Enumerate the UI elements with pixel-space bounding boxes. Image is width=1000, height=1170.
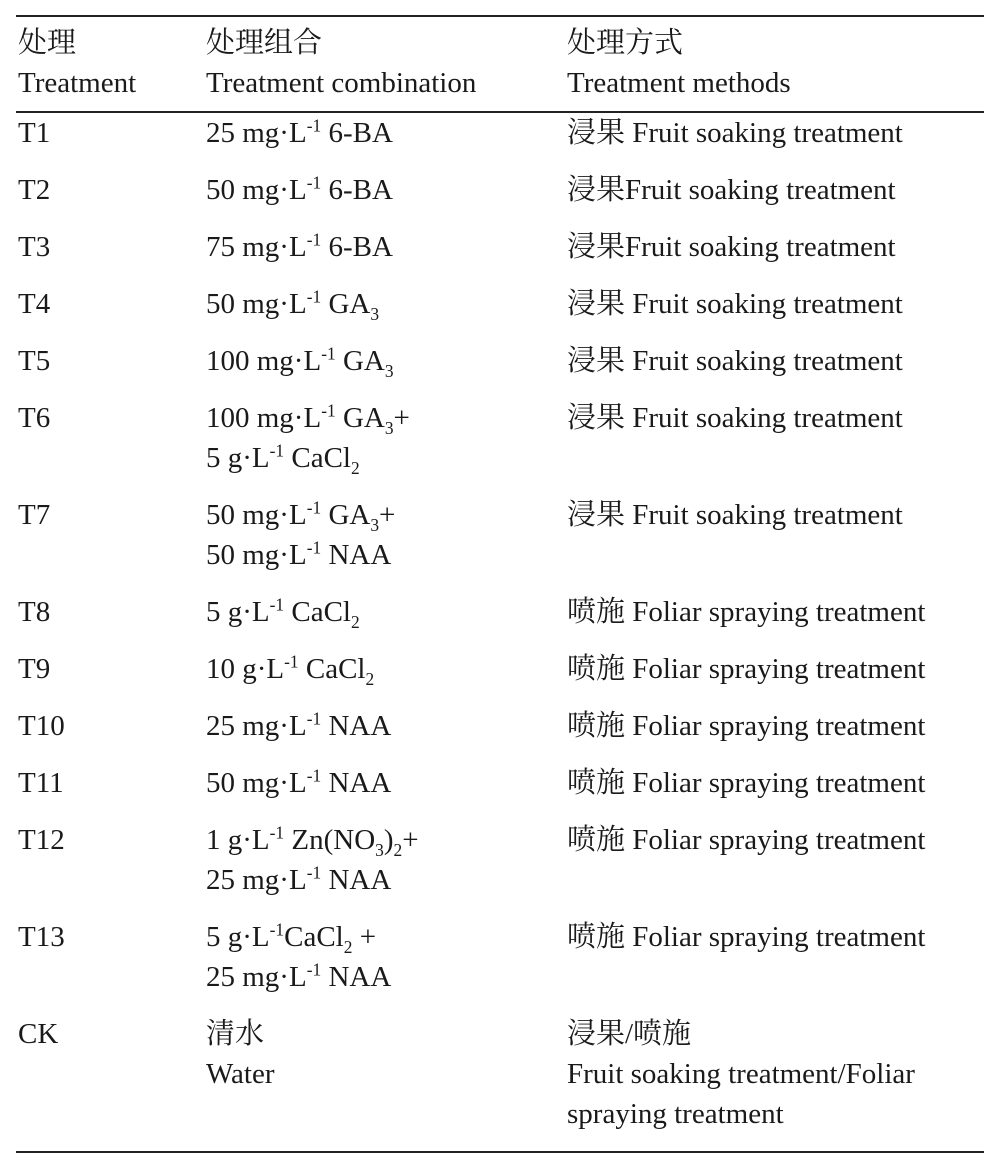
cell-treatment-method — [567, 227, 984, 284]
cell-treatment-id: T7 — [18, 499, 51, 531]
method-line: 喷施 Foliar spraying treatment — [567, 596, 926, 628]
header-method-en: Treatment methods — [567, 67, 791, 99]
cell-treatment-combination — [206, 820, 567, 917]
text-run: 50 mg·L — [206, 539, 307, 571]
cell-treatment-id: T9 — [18, 653, 51, 685]
method-line: spraying treatment — [567, 1098, 784, 1130]
superscript: -1 — [269, 594, 285, 615]
cell-treatment-combination — [206, 284, 567, 341]
cell-treatment-combination — [206, 592, 567, 649]
subscript: 2 — [351, 457, 360, 478]
method-line: 喷施 Foliar spraying treatment — [567, 767, 926, 799]
table-row — [18, 820, 984, 917]
cell-treatment-combination — [206, 763, 567, 820]
combination-line — [206, 113, 567, 153]
subscript: 2 — [365, 668, 375, 689]
table-row — [18, 103, 984, 170]
cell-treatment-id: T12 — [18, 824, 65, 856]
text-run: 5 g·L — [206, 921, 270, 953]
text-run: GA — [335, 345, 385, 377]
text-run: CaCl — [284, 442, 351, 474]
cell-treatment-method — [567, 495, 984, 592]
text-run: CaCl — [284, 921, 344, 953]
cell-treatment-combination — [206, 103, 567, 170]
method-line: 浸果 Fruit soaking treatment — [567, 288, 903, 320]
method-line: 浸果 Fruit soaking treatment — [567, 499, 903, 531]
table-row — [18, 1014, 984, 1134]
subscript: 3 — [384, 360, 394, 381]
combination-line — [206, 917, 567, 957]
cell-treatment-combination — [206, 1014, 567, 1134]
combination-line — [206, 495, 567, 535]
text-run: CaCl — [284, 596, 351, 628]
cell-treatment-id: T8 — [18, 596, 51, 628]
text-run: CaCl — [298, 653, 366, 685]
method-line: 喷施 Foliar spraying treatment — [567, 710, 926, 742]
text-run: 6-BA — [321, 231, 393, 263]
text-run: 25 mg·L — [206, 864, 307, 896]
subscript: 2 — [351, 611, 360, 632]
subscript: 3 — [375, 839, 384, 860]
table-row — [18, 649, 984, 706]
combination-line — [206, 592, 567, 632]
table-body — [18, 103, 984, 1134]
cell-treatment-id: T6 — [18, 402, 51, 434]
method-line: 喷施 Foliar spraying treatment — [567, 653, 926, 685]
method-line: 浸果/喷施 — [567, 1018, 692, 1050]
method-line: 浸果 Fruit soaking treatment — [567, 345, 903, 377]
text-run: 50 mg·L — [206, 174, 307, 206]
text-run: + — [352, 921, 377, 953]
table-row — [18, 284, 984, 341]
combination-line — [206, 860, 567, 900]
superscript: -1 — [284, 651, 299, 672]
cell-treatment-id: T13 — [18, 921, 65, 953]
text-run: 5 g·L — [206, 442, 270, 474]
table-row — [18, 592, 984, 649]
header-row — [18, 23, 984, 103]
combination-line — [206, 341, 567, 381]
text-run: NAA — [321, 864, 392, 896]
superscript: -1 — [306, 115, 322, 136]
table-row — [18, 398, 984, 495]
cell-treatment-combination — [206, 706, 567, 763]
header-treatment-en: Treatment — [18, 67, 137, 99]
combination-line — [206, 763, 567, 803]
bottom-rule — [16, 1151, 984, 1153]
text-run: 100 mg·L — [206, 402, 322, 434]
cell-treatment-id: T10 — [18, 710, 65, 742]
text-run: 10 g·L — [206, 653, 285, 685]
combination-line — [206, 398, 567, 438]
cell-treatment-method — [567, 706, 984, 763]
table-row — [18, 227, 984, 284]
cell-treatment-method — [567, 103, 984, 170]
combination-line — [206, 820, 567, 860]
superscript: -1 — [306, 959, 322, 980]
cell-treatment-id: T2 — [18, 174, 51, 206]
cell-treatment-combination — [206, 917, 567, 1014]
cell-treatment-method — [567, 649, 984, 706]
method-line: 浸果Fruit soaking treatment — [567, 231, 896, 263]
subscript: 3 — [370, 303, 380, 324]
text-run: NAA — [321, 961, 392, 993]
text-run: 25 mg·L — [206, 961, 307, 993]
superscript: -1 — [306, 708, 322, 729]
text-run: 100 mg·L — [206, 345, 322, 377]
text-run: + — [379, 499, 396, 531]
text-run: Water — [206, 1058, 275, 1090]
text-run: 50 mg·L — [206, 288, 307, 320]
cell-treatment-method — [567, 284, 984, 341]
text-run: GA — [321, 288, 371, 320]
cell-treatment-method — [567, 763, 984, 820]
method-line: 浸果 Fruit soaking treatment — [567, 402, 903, 434]
combination-line — [206, 535, 567, 575]
text-run: Zn(NO — [284, 824, 376, 856]
table-row — [18, 170, 984, 227]
text-run: 75 mg·L — [206, 231, 307, 263]
superscript: -1 — [306, 765, 322, 786]
text-run: 25 mg·L — [206, 710, 307, 742]
cell-treatment-method — [567, 592, 984, 649]
superscript: -1 — [269, 919, 285, 940]
superscript: -1 — [306, 286, 322, 307]
table-row — [18, 495, 984, 592]
cell-treatment-combination — [206, 170, 567, 227]
cell-treatment-method — [567, 170, 984, 227]
header-method-zh: 处理方式 — [567, 27, 684, 59]
text-run: 25 mg·L — [206, 117, 307, 149]
header-treatment-zh: 处理 — [18, 27, 77, 59]
top-rule — [16, 15, 984, 17]
text-run: NAA — [321, 539, 392, 571]
treatment-table — [18, 23, 984, 1134]
combination-line — [206, 957, 567, 997]
combination-line — [206, 170, 567, 210]
cell-treatment-method — [567, 398, 984, 495]
superscript: -1 — [321, 400, 336, 421]
text-run: GA — [335, 402, 385, 434]
cell-treatment-id: CK — [18, 1018, 59, 1050]
superscript: -1 — [306, 537, 322, 558]
cell-treatment-combination — [206, 649, 567, 706]
cell-treatment-combination — [206, 495, 567, 592]
superscript: -1 — [306, 497, 322, 518]
header-combination-zh: 处理组合 — [206, 27, 323, 59]
cell-treatment-id: T4 — [18, 288, 51, 320]
cell-treatment-combination — [206, 227, 567, 284]
text-run: 5 g·L — [206, 596, 270, 628]
text-run: 6-BA — [321, 117, 393, 149]
text-run: GA — [321, 499, 371, 531]
header-combination-en: Treatment combination — [206, 67, 477, 99]
header-method — [567, 23, 984, 103]
combination-line — [206, 706, 567, 746]
method-line: 浸果 Fruit soaking treatment — [567, 117, 903, 149]
subscript: 2 — [343, 936, 353, 957]
cell-treatment-method — [567, 917, 984, 1014]
text-run: 6-BA — [321, 174, 393, 206]
subscript: 2 — [393, 839, 403, 860]
combination-line — [206, 284, 567, 324]
text-run: + — [393, 402, 410, 434]
text-run: NAA — [321, 767, 392, 799]
subscript: 3 — [370, 514, 380, 535]
cell-treatment-id: T11 — [18, 767, 64, 799]
combination-line — [206, 438, 567, 478]
cell-treatment-combination — [206, 341, 567, 398]
table-row — [18, 341, 984, 398]
cell-treatment-id: T5 — [18, 345, 51, 377]
combination-line — [206, 1054, 567, 1094]
combination-line — [206, 227, 567, 267]
cell-treatment-method — [567, 820, 984, 917]
method-line: 浸果Fruit soaking treatment — [567, 174, 896, 206]
text-run: ) — [383, 824, 394, 856]
superscript: -1 — [321, 343, 336, 364]
cell-treatment-combination — [206, 398, 567, 495]
header-treatment — [18, 23, 206, 103]
superscript: -1 — [306, 229, 322, 250]
table-row — [18, 706, 984, 763]
combination-line — [206, 1014, 567, 1054]
cell-treatment-method — [567, 341, 984, 398]
text-run: 50 mg·L — [206, 767, 307, 799]
superscript: -1 — [306, 172, 322, 193]
cell-treatment-id: T1 — [18, 117, 51, 149]
table-row — [18, 763, 984, 820]
superscript: -1 — [306, 862, 322, 883]
cell-treatment-id: T3 — [18, 231, 51, 263]
cell-treatment-method — [567, 1014, 984, 1134]
table-row — [18, 917, 984, 1014]
text-run: 清水 — [206, 1018, 265, 1050]
text-run: 50 mg·L — [206, 499, 307, 531]
superscript: -1 — [269, 440, 285, 461]
text-run: NAA — [321, 710, 392, 742]
method-line: 喷施 Foliar spraying treatment — [567, 824, 926, 856]
table-header — [18, 23, 984, 103]
header-combination — [206, 23, 567, 103]
text-run: + — [402, 824, 419, 856]
subscript: 3 — [384, 417, 394, 438]
combination-line — [206, 649, 567, 689]
superscript: -1 — [269, 822, 285, 843]
method-line: Fruit soaking treatment/Foliar — [567, 1058, 915, 1090]
method-line: 喷施 Foliar spraying treatment — [567, 921, 926, 953]
text-run: 1 g·L — [206, 824, 270, 856]
